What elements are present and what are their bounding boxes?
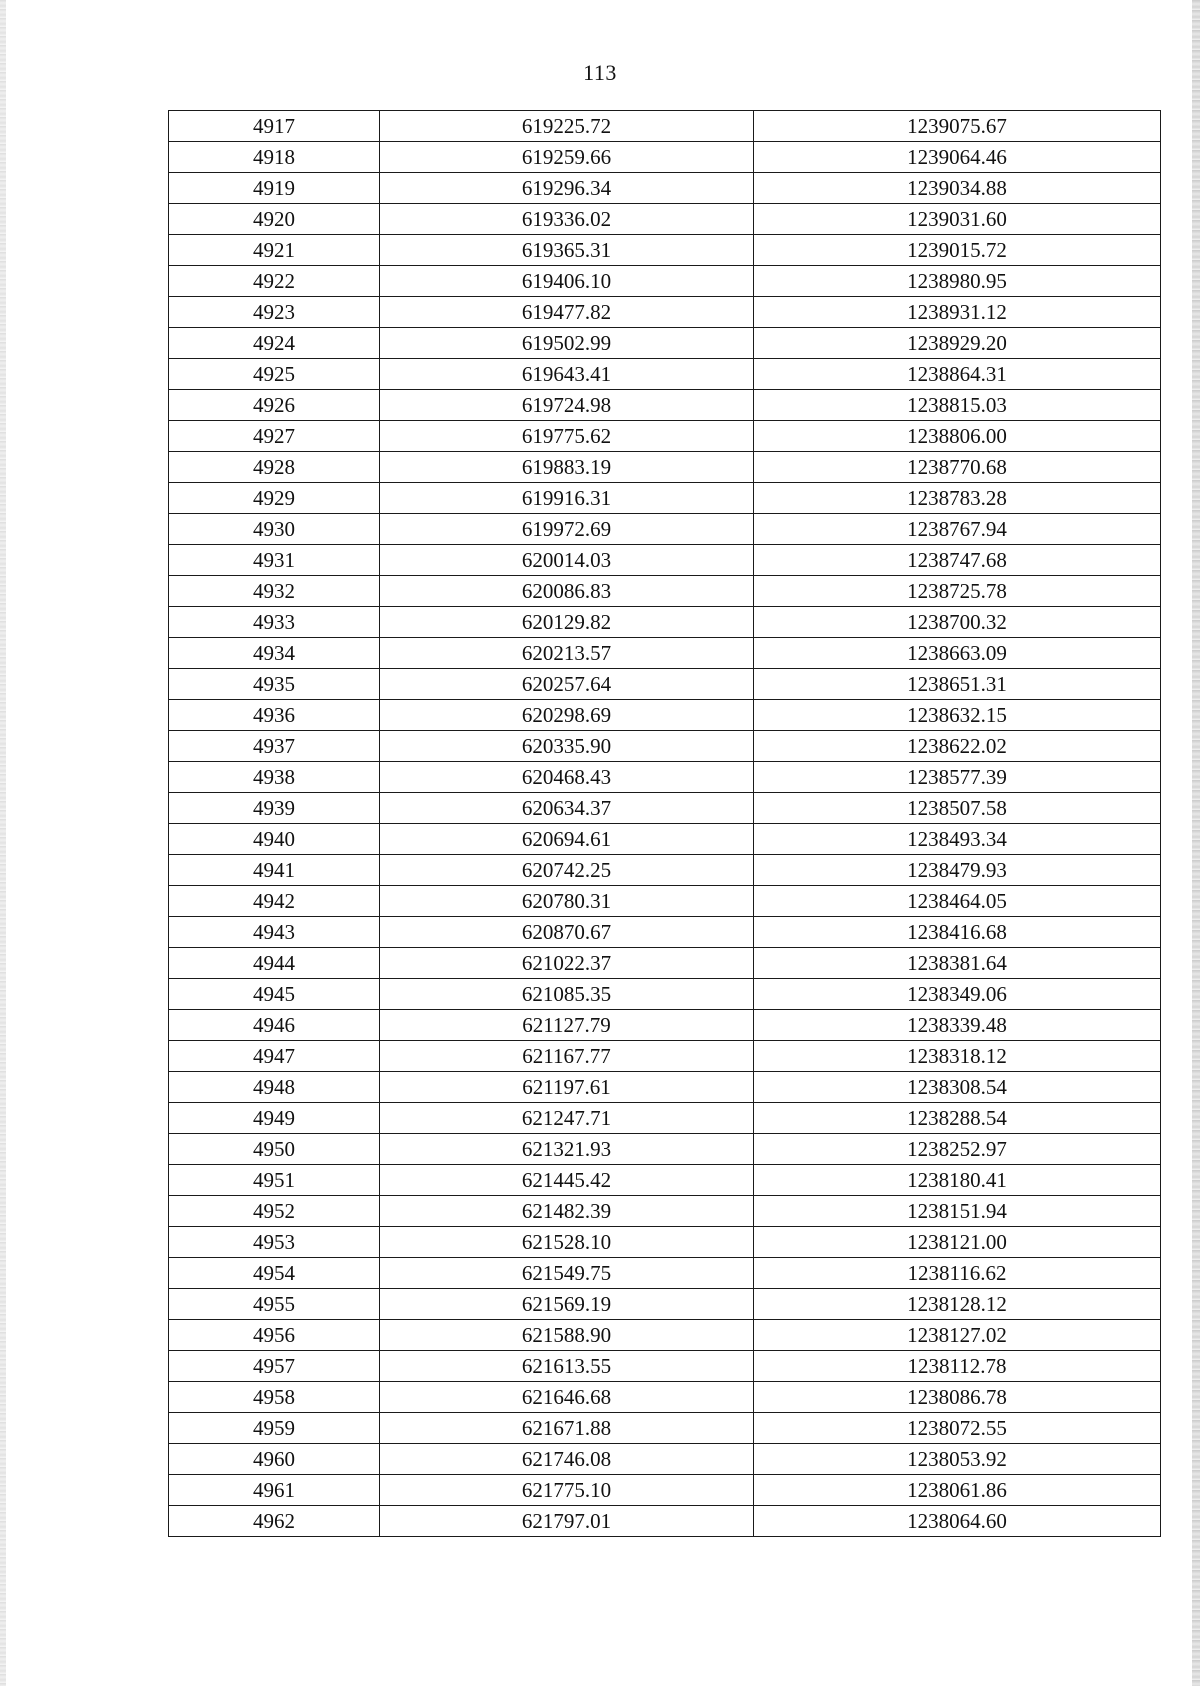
point-id-cell: 4943 [169, 917, 380, 948]
x-coordinate-cell: 619296.34 [380, 173, 754, 204]
y-coordinate-cell: 1238151.94 [754, 1196, 1161, 1227]
table-row [169, 421, 1161, 452]
table-row [169, 1351, 1161, 1382]
point-id-cell: 4928 [169, 452, 380, 483]
point-id-cell: 4932 [169, 576, 380, 607]
y-coordinate-cell: 1238929.20 [754, 328, 1161, 359]
table-row [169, 762, 1161, 793]
y-coordinate-cell: 1238112.78 [754, 1351, 1161, 1382]
point-id-cell: 4934 [169, 638, 380, 669]
table-row [169, 390, 1161, 421]
point-id-cell: 4944 [169, 948, 380, 979]
point-id-cell: 4946 [169, 1010, 380, 1041]
point-id-cell: 4938 [169, 762, 380, 793]
x-coordinate-cell: 619724.98 [380, 390, 754, 421]
x-coordinate-cell: 619259.66 [380, 142, 754, 173]
x-coordinate-cell: 619775.62 [380, 421, 754, 452]
x-coordinate-cell: 621569.19 [380, 1289, 754, 1320]
point-id-cell: 4953 [169, 1227, 380, 1258]
table-row [169, 1413, 1161, 1444]
table-row [169, 1196, 1161, 1227]
table-row [169, 545, 1161, 576]
x-coordinate-cell: 619477.82 [380, 297, 754, 328]
x-coordinate-cell: 621197.61 [380, 1072, 754, 1103]
y-coordinate-cell: 1238493.34 [754, 824, 1161, 855]
point-id-cell: 4931 [169, 545, 380, 576]
y-coordinate-cell: 1238464.05 [754, 886, 1161, 917]
x-coordinate-cell: 620086.83 [380, 576, 754, 607]
x-coordinate-cell: 621613.55 [380, 1351, 754, 1382]
y-coordinate-cell: 1238815.03 [754, 390, 1161, 421]
x-coordinate-cell: 621445.42 [380, 1165, 754, 1196]
x-coordinate-cell: 621671.88 [380, 1413, 754, 1444]
x-coordinate-cell: 621746.08 [380, 1444, 754, 1475]
point-id-cell: 4922 [169, 266, 380, 297]
table-row [169, 1320, 1161, 1351]
point-id-cell: 4927 [169, 421, 380, 452]
point-id-cell: 4930 [169, 514, 380, 545]
table-row [169, 204, 1161, 235]
point-id-cell: 4951 [169, 1165, 380, 1196]
table-row [169, 1072, 1161, 1103]
x-coordinate-cell: 620468.43 [380, 762, 754, 793]
y-coordinate-cell: 1238288.54 [754, 1103, 1161, 1134]
point-id-cell: 4935 [169, 669, 380, 700]
point-id-cell: 4939 [169, 793, 380, 824]
y-coordinate-cell: 1238116.62 [754, 1258, 1161, 1289]
y-coordinate-cell: 1238931.12 [754, 297, 1161, 328]
x-coordinate-cell: 620298.69 [380, 700, 754, 731]
y-coordinate-cell: 1238632.15 [754, 700, 1161, 731]
table-row [169, 731, 1161, 762]
table-row [169, 1258, 1161, 1289]
x-coordinate-cell: 620694.61 [380, 824, 754, 855]
y-coordinate-cell: 1239031.60 [754, 204, 1161, 235]
table-row [169, 824, 1161, 855]
y-coordinate-cell: 1238700.32 [754, 607, 1161, 638]
table-row [169, 607, 1161, 638]
coordinate-table-body [169, 111, 1161, 1537]
point-id-cell: 4942 [169, 886, 380, 917]
y-coordinate-cell: 1238663.09 [754, 638, 1161, 669]
x-coordinate-cell: 621482.39 [380, 1196, 754, 1227]
point-id-cell: 4960 [169, 1444, 380, 1475]
y-coordinate-cell: 1238864.31 [754, 359, 1161, 390]
coordinate-table [168, 110, 1161, 1537]
table-row [169, 1444, 1161, 1475]
x-coordinate-cell: 621085.35 [380, 979, 754, 1010]
point-id-cell: 4947 [169, 1041, 380, 1072]
point-id-cell: 4920 [169, 204, 380, 235]
table-row [169, 576, 1161, 607]
point-id-cell: 4919 [169, 173, 380, 204]
x-coordinate-cell: 620257.64 [380, 669, 754, 700]
table-row [169, 700, 1161, 731]
x-coordinate-cell: 621127.79 [380, 1010, 754, 1041]
point-id-cell: 4957 [169, 1351, 380, 1382]
y-coordinate-cell: 1238121.00 [754, 1227, 1161, 1258]
table-row [169, 359, 1161, 390]
point-id-cell: 4918 [169, 142, 380, 173]
x-coordinate-cell: 621797.01 [380, 1506, 754, 1537]
x-coordinate-cell: 620014.03 [380, 545, 754, 576]
x-coordinate-cell: 620780.31 [380, 886, 754, 917]
x-coordinate-cell: 619502.99 [380, 328, 754, 359]
page-number: 113 [583, 60, 617, 85]
table-row [169, 111, 1161, 142]
y-coordinate-cell: 1239064.46 [754, 142, 1161, 173]
y-coordinate-cell: 1238770.68 [754, 452, 1161, 483]
y-coordinate-cell: 1238622.02 [754, 731, 1161, 762]
x-coordinate-cell: 621022.37 [380, 948, 754, 979]
table-row [169, 514, 1161, 545]
y-coordinate-cell: 1238128.12 [754, 1289, 1161, 1320]
table-row [169, 948, 1161, 979]
x-coordinate-cell: 619883.19 [380, 452, 754, 483]
y-coordinate-cell: 1238479.93 [754, 855, 1161, 886]
y-coordinate-cell: 1238349.06 [754, 979, 1161, 1010]
point-id-cell: 4962 [169, 1506, 380, 1537]
table-row [169, 1041, 1161, 1072]
table-row [169, 452, 1161, 483]
y-coordinate-cell: 1238806.00 [754, 421, 1161, 452]
y-coordinate-cell: 1238980.95 [754, 266, 1161, 297]
point-id-cell: 4929 [169, 483, 380, 514]
point-id-cell: 4950 [169, 1134, 380, 1165]
x-coordinate-cell: 619916.31 [380, 483, 754, 514]
y-coordinate-cell: 1238053.92 [754, 1444, 1161, 1475]
table-row [169, 483, 1161, 514]
point-id-cell: 4936 [169, 700, 380, 731]
point-id-cell: 4941 [169, 855, 380, 886]
table-row [169, 297, 1161, 328]
point-id-cell: 4955 [169, 1289, 380, 1320]
x-coordinate-cell: 621167.77 [380, 1041, 754, 1072]
x-coordinate-cell: 621646.68 [380, 1382, 754, 1413]
x-coordinate-cell: 620213.57 [380, 638, 754, 669]
y-coordinate-cell: 1238072.55 [754, 1413, 1161, 1444]
table-row [169, 917, 1161, 948]
x-coordinate-cell: 619225.72 [380, 111, 754, 142]
point-id-cell: 4958 [169, 1382, 380, 1413]
table-row [169, 173, 1161, 204]
table-row [169, 1165, 1161, 1196]
point-id-cell: 4948 [169, 1072, 380, 1103]
table-row [169, 1382, 1161, 1413]
point-id-cell: 4925 [169, 359, 380, 390]
table-row [169, 886, 1161, 917]
table-row [169, 793, 1161, 824]
table-row [169, 1227, 1161, 1258]
y-coordinate-cell: 1238577.39 [754, 762, 1161, 793]
table-row [169, 266, 1161, 297]
y-coordinate-cell: 1238783.28 [754, 483, 1161, 514]
y-coordinate-cell: 1238318.12 [754, 1041, 1161, 1072]
y-coordinate-cell: 1239015.72 [754, 235, 1161, 266]
x-coordinate-cell: 621775.10 [380, 1475, 754, 1506]
point-id-cell: 4937 [169, 731, 380, 762]
y-coordinate-cell: 1238651.31 [754, 669, 1161, 700]
y-coordinate-cell: 1238086.78 [754, 1382, 1161, 1413]
y-coordinate-cell: 1238767.94 [754, 514, 1161, 545]
table-row [169, 979, 1161, 1010]
table-row [169, 328, 1161, 359]
y-coordinate-cell: 1239075.67 [754, 111, 1161, 142]
table-row [169, 1506, 1161, 1537]
point-id-cell: 4940 [169, 824, 380, 855]
table-row [169, 142, 1161, 173]
x-coordinate-cell: 621528.10 [380, 1227, 754, 1258]
y-coordinate-cell: 1238416.68 [754, 917, 1161, 948]
x-coordinate-cell: 621549.75 [380, 1258, 754, 1289]
y-coordinate-cell: 1238064.60 [754, 1506, 1161, 1537]
x-coordinate-cell: 620742.25 [380, 855, 754, 886]
x-coordinate-cell: 619336.02 [380, 204, 754, 235]
point-id-cell: 4952 [169, 1196, 380, 1227]
point-id-cell: 4917 [169, 111, 380, 142]
y-coordinate-cell: 1239034.88 [754, 173, 1161, 204]
x-coordinate-cell: 619972.69 [380, 514, 754, 545]
y-coordinate-cell: 1238252.97 [754, 1134, 1161, 1165]
y-coordinate-cell: 1238339.48 [754, 1010, 1161, 1041]
point-id-cell: 4956 [169, 1320, 380, 1351]
x-coordinate-cell: 620634.37 [380, 793, 754, 824]
point-id-cell: 4954 [169, 1258, 380, 1289]
x-coordinate-cell: 619643.41 [380, 359, 754, 390]
table-row [169, 638, 1161, 669]
point-id-cell: 4949 [169, 1103, 380, 1134]
table-row [169, 235, 1161, 266]
x-coordinate-cell: 620129.82 [380, 607, 754, 638]
x-coordinate-cell: 619406.10 [380, 266, 754, 297]
scan-edge-right [1192, 0, 1200, 1686]
point-id-cell: 4923 [169, 297, 380, 328]
x-coordinate-cell: 621321.93 [380, 1134, 754, 1165]
x-coordinate-cell: 621247.71 [380, 1103, 754, 1134]
y-coordinate-cell: 1238507.58 [754, 793, 1161, 824]
point-id-cell: 4926 [169, 390, 380, 421]
y-coordinate-cell: 1238127.02 [754, 1320, 1161, 1351]
y-coordinate-cell: 1238308.54 [754, 1072, 1161, 1103]
table-row [169, 1134, 1161, 1165]
table-row [169, 1010, 1161, 1041]
scan-edge-left [0, 0, 6, 1686]
y-coordinate-cell: 1238061.86 [754, 1475, 1161, 1506]
x-coordinate-cell: 620335.90 [380, 731, 754, 762]
x-coordinate-cell: 621588.90 [380, 1320, 754, 1351]
point-id-cell: 4961 [169, 1475, 380, 1506]
table-row [169, 1289, 1161, 1320]
y-coordinate-cell: 1238180.41 [754, 1165, 1161, 1196]
point-id-cell: 4921 [169, 235, 380, 266]
table-row [169, 1103, 1161, 1134]
table-row [169, 1475, 1161, 1506]
table-row [169, 669, 1161, 700]
y-coordinate-cell: 1238725.78 [754, 576, 1161, 607]
table-row [169, 855, 1161, 886]
point-id-cell: 4924 [169, 328, 380, 359]
point-id-cell: 4933 [169, 607, 380, 638]
x-coordinate-cell: 620870.67 [380, 917, 754, 948]
point-id-cell: 4945 [169, 979, 380, 1010]
point-id-cell: 4959 [169, 1413, 380, 1444]
y-coordinate-cell: 1238747.68 [754, 545, 1161, 576]
y-coordinate-cell: 1238381.64 [754, 948, 1161, 979]
x-coordinate-cell: 619365.31 [380, 235, 754, 266]
